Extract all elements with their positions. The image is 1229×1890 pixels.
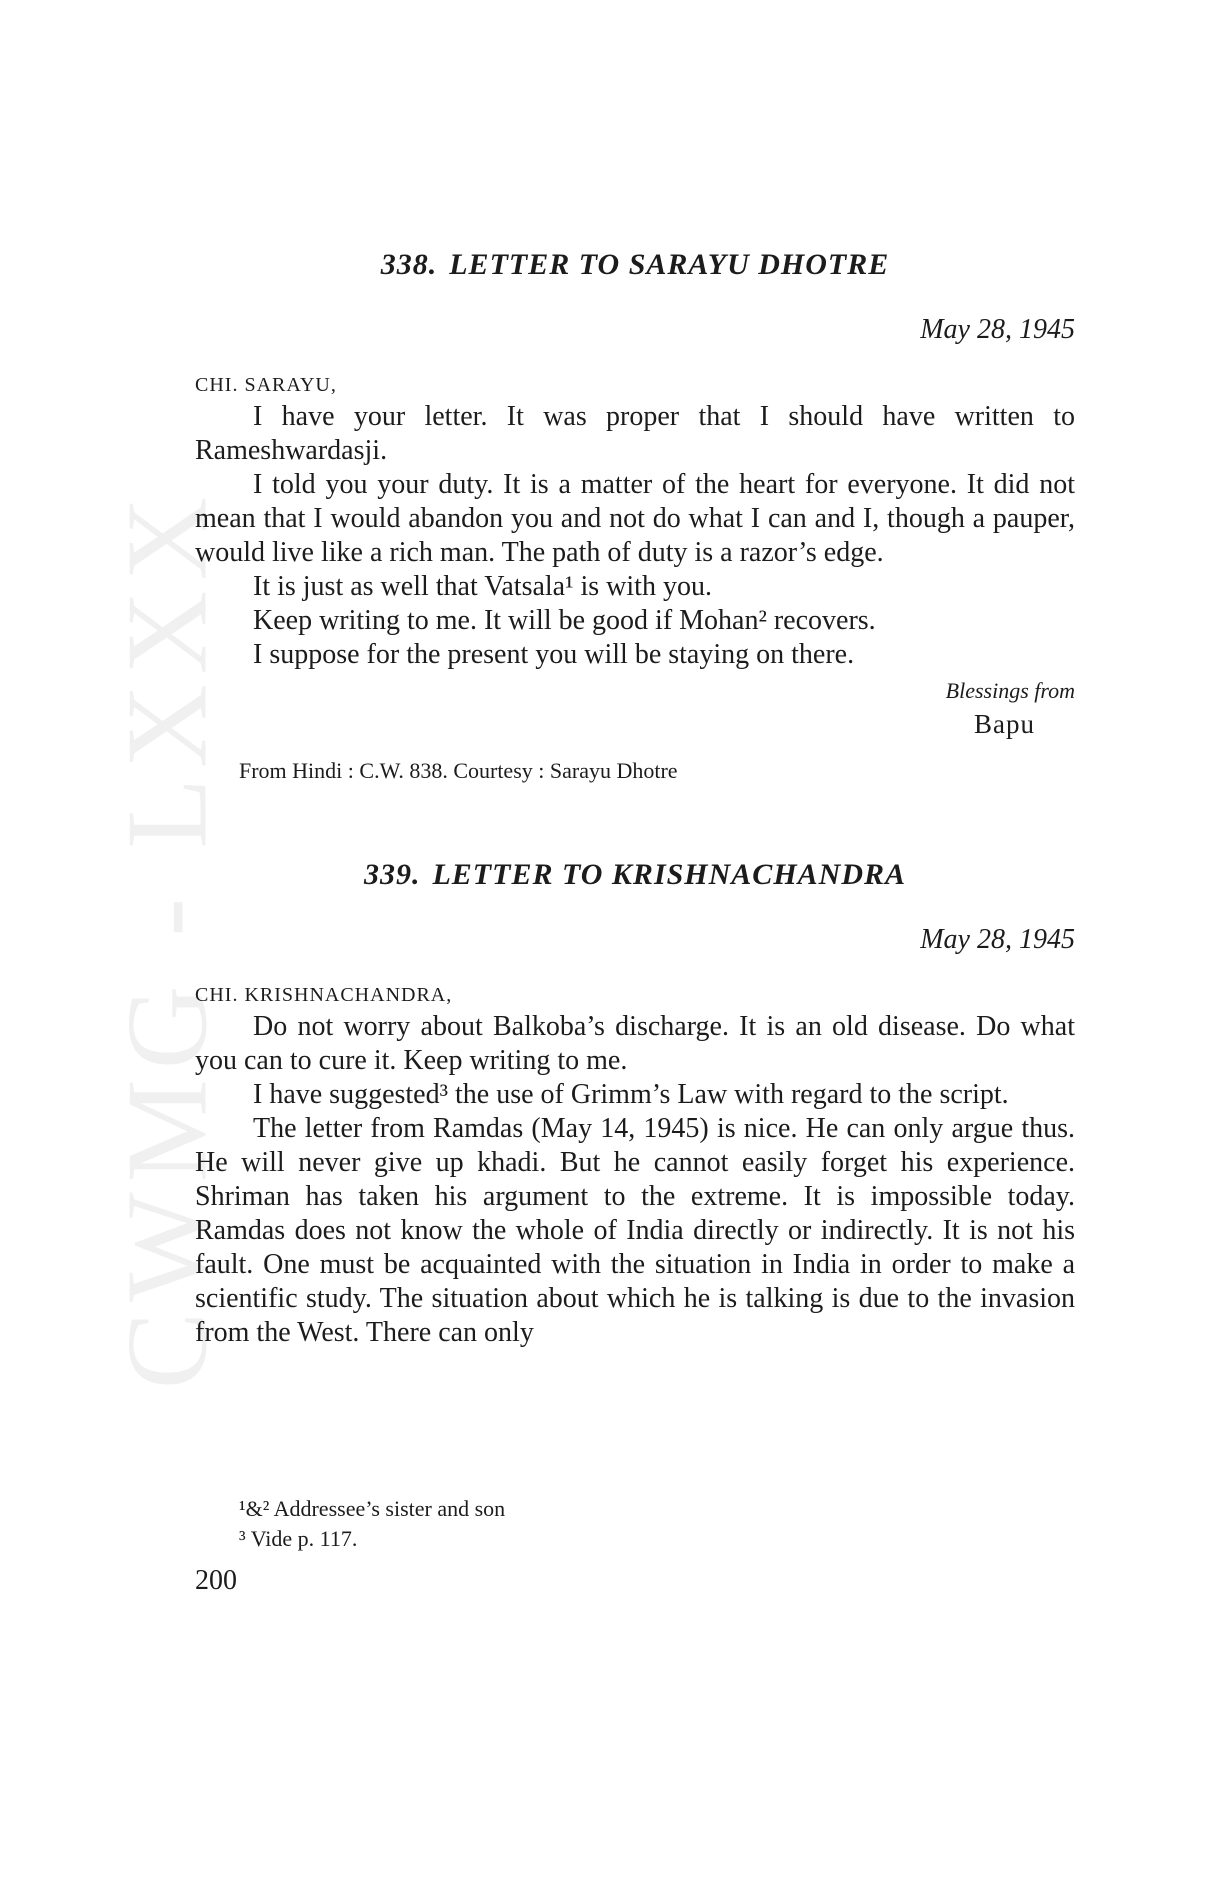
paragraph: It is just as well that Vatsala¹ is with you. (253, 571, 712, 602)
blessings-line: Blessings from (945, 678, 1075, 703)
salutation: CHI. KRISHNACHANDRA, (195, 984, 453, 1006)
letter-date: May 28, 1945 (920, 314, 1075, 345)
paragraph: The letter from Ramdas (May 14, 1945) is nice. He can only argue thus. He will never give up khadi. But he cannot easily forget his experience. Shriman has taken his argument to the extreme. It is impossible today. Ramdas does not know the whole of India directly or indirectly. It is not his fault. One must be acquainted with the situation in India in order to make a scientific study. The situation about which he is talking is due to the invasion from the West. There can only (195, 1113, 1075, 1348)
signature (195, 706, 1035, 742)
letter-date: May 28, 1945 (920, 924, 1075, 955)
footnote: ³ Vide p. 117. (239, 1526, 358, 1551)
signature-text: Bapu (974, 709, 1035, 739)
paragraph: I have suggested³ the use of Grimm’s Law with regard to the script. (253, 1079, 1009, 1110)
page-content (195, 240, 1075, 1350)
page-number: 200 (195, 1565, 237, 1596)
paragraph: Keep writing to me. It will be good if Mohan² recovers. (253, 605, 876, 636)
salutation: CHI. SARAYU, (195, 374, 337, 396)
letter-338 (195, 240, 1075, 786)
watermark: CWMG - LXXX (103, 486, 232, 1390)
letter-body (195, 400, 1075, 672)
paragraph: I suppose for the present you will be staying on there. (253, 639, 855, 670)
paragraph: Do not worry about Balkoba’s discharge. It is an old disease. Do what you can to cure it. Keep writing to me. (195, 1011, 1075, 1076)
letter-339 (195, 850, 1075, 1350)
footnote: ¹&² Addressee’s sister and son (239, 1496, 506, 1521)
signoff (195, 676, 1075, 742)
letter-body (195, 1010, 1075, 1350)
paragraph: I have your letter. It was proper that I should have written to Rameshwardasji. (195, 401, 1075, 466)
paragraph: I told you your duty. It is a matter of the heart for everyone. It did not mean that I would abandon you and not do what I can and I, though a pauper, would live like a rich man. The path of duty is a razor’s edge. (195, 469, 1075, 568)
source-note: From Hindi : C.W. 838. Courtesy : Sarayu Dhotre (239, 758, 678, 783)
letter-title: 338. LETTER TO SARAYU DHOTRE (380, 248, 890, 281)
letter-title: 339. LETTER TO KRISHNACHANDRA (363, 858, 907, 891)
footnotes (195, 1494, 895, 1554)
